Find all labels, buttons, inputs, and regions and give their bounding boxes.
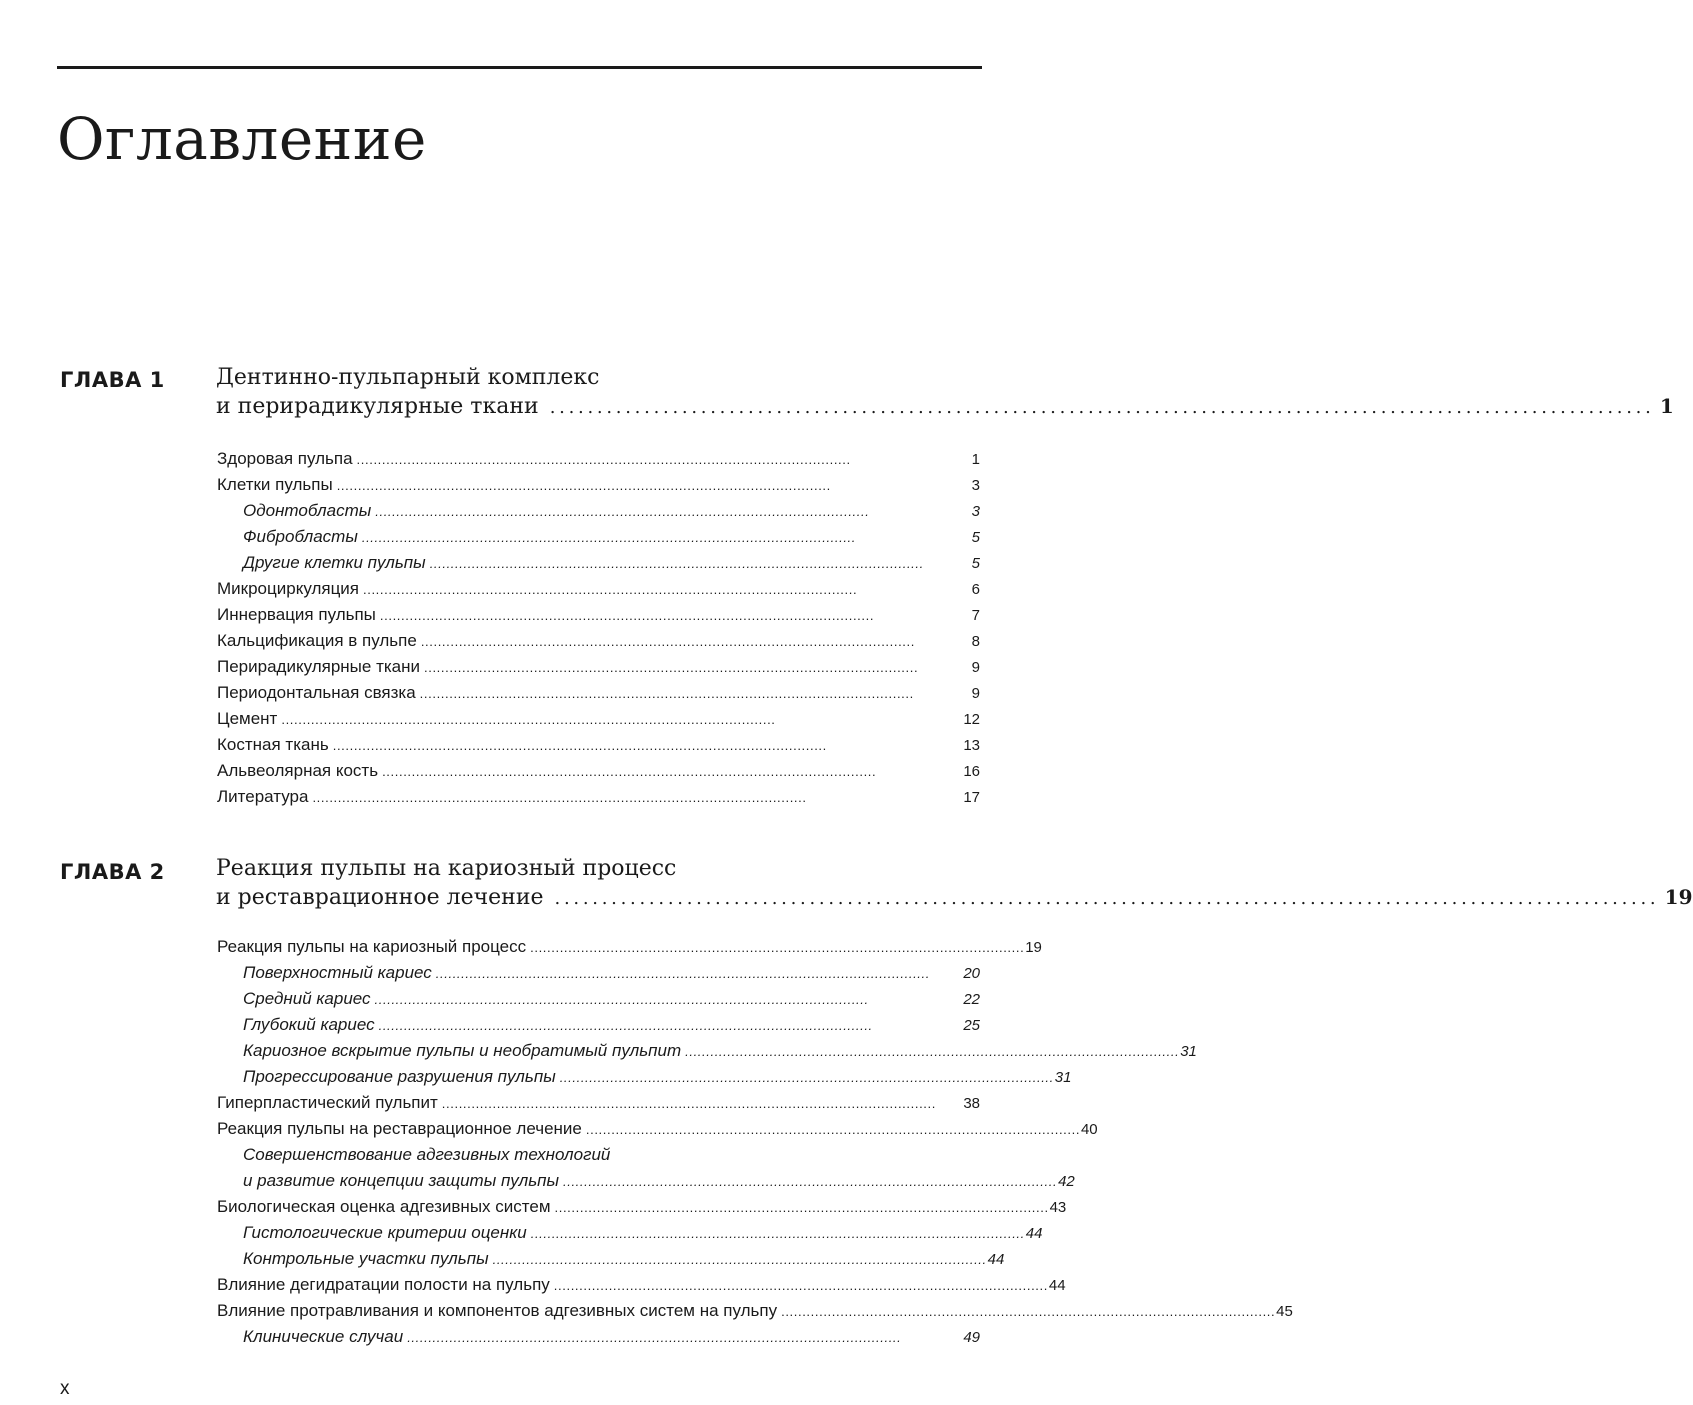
toc-entry[interactable] (217, 1298, 1293, 1324)
toc-entry-page: 31 (1054, 1069, 1072, 1086)
toc-entry-page: 22 (963, 991, 980, 1008)
toc-entry-page: 44 (1025, 1225, 1043, 1242)
chapter-2-entries (217, 934, 1293, 1350)
toc-entry[interactable] (217, 1012, 980, 1038)
chapter-2-title[interactable] (216, 855, 1693, 913)
toc-entry-title: Цемент (217, 709, 278, 728)
toc-entry[interactable] (217, 1142, 1075, 1194)
toc-entry-title: Костная ткань (217, 735, 329, 754)
toc-entry-page: 5 (971, 555, 980, 572)
toc-entry[interactable] (217, 1324, 980, 1350)
toc-entry[interactable] (217, 628, 980, 654)
chapter-1-page: 1 (1659, 394, 1674, 418)
toc-entry-page: 45 (1276, 1303, 1293, 1320)
toc-entry[interactable] (217, 446, 980, 472)
toc-entry-page: 19 (1025, 939, 1042, 956)
toc-entry-title: Периодонтальная связка (217, 683, 416, 702)
toc-entry-title: Поверхностный кариес (243, 963, 432, 982)
dot-leader (531, 1220, 1023, 1247)
toc-entry-page: 1 (971, 451, 980, 468)
toc-entry-page: 20 (963, 965, 980, 982)
chapter-1-title-line1: Дентинно-пульпарный комплекс (216, 365, 600, 390)
dot-leader (442, 1090, 961, 1117)
chapter-1-label: ГЛАВА 1 (60, 368, 165, 392)
page-title: Оглавление (57, 105, 427, 173)
toc-entry[interactable] (217, 680, 980, 706)
dot-leader (312, 784, 960, 811)
toc-entry-title: Совершенствование адгезивных технологий (243, 1145, 611, 1164)
toc-entry[interactable] (217, 1090, 980, 1116)
toc-entry[interactable] (217, 1220, 1043, 1246)
chapter-2-title-line2: и реставрационное лечение (216, 885, 544, 910)
chapter-1-entries (217, 446, 980, 810)
dot-leader (560, 1064, 1052, 1091)
toc-entry-page: 49 (963, 1329, 980, 1346)
top-rule (57, 66, 982, 69)
toc-entry-title: Альвеолярная кость (217, 761, 379, 780)
chapter-2-title-line1: Реакция пульпы на кариозный процесс (216, 856, 677, 881)
toc-entry[interactable] (217, 1194, 1067, 1220)
page-number: x (60, 1378, 70, 1399)
toc-entry-title: Клетки пульпы (217, 475, 333, 494)
chapter-1-title[interactable] (216, 364, 1674, 422)
toc-entry-title: Перирадикулярные ткани (217, 657, 421, 676)
dot-leader (362, 524, 965, 551)
toc-entry-page: 17 (963, 789, 980, 806)
toc-entry-title: Гиперпластический пульпит (217, 1093, 438, 1112)
toc-entry[interactable] (217, 524, 980, 550)
toc-entry-title: Глубокий кариес (243, 1015, 375, 1034)
toc-entry-title: Влияние дегидратации полости на пульпу (217, 1275, 550, 1294)
toc-entry[interactable] (217, 1038, 1197, 1064)
chapter-2-label: ГЛАВА 2 (60, 860, 165, 884)
toc-entry[interactable] (217, 1064, 1072, 1090)
toc-entry-page: 25 (963, 1017, 980, 1034)
dot-leader (380, 602, 965, 629)
toc-entry[interactable] (217, 498, 980, 524)
dot-leader (781, 1298, 1273, 1325)
toc-entry-title: Фибробласты (243, 527, 358, 546)
toc-entry[interactable] (217, 784, 980, 810)
toc-entry[interactable] (217, 472, 980, 498)
toc-entry-title: Прогрессирование разрушения пульпы (243, 1067, 556, 1086)
dot-leader (424, 654, 965, 681)
dot-leader (379, 1012, 961, 1039)
toc-entry[interactable] (217, 576, 980, 602)
toc-entry[interactable] (217, 602, 980, 628)
toc-entry[interactable] (217, 1116, 1098, 1142)
toc-entry[interactable] (217, 1246, 1005, 1272)
dot-leader (281, 706, 960, 733)
toc-entry-page: 6 (971, 581, 980, 598)
toc-entry[interactable] (217, 986, 980, 1012)
toc-entry-page: 40 (1080, 1121, 1098, 1138)
toc-entry-title: Гистологические критерии оценки (243, 1223, 527, 1242)
dot-leader (550, 394, 1650, 419)
toc-entry-page: 8 (971, 633, 980, 650)
chapter-1-title-line2: и перирадикулярные ткани (216, 394, 539, 419)
dot-leader (493, 1246, 985, 1273)
toc-entry-page: 16 (963, 763, 980, 780)
dot-leader (685, 1038, 1177, 1065)
dot-leader (382, 758, 960, 785)
toc-entry-title: Биологическая оценка адгезивных систем (217, 1197, 551, 1216)
toc-entry-title: Контрольные участки пульпы (243, 1249, 489, 1268)
dot-leader (421, 628, 965, 655)
dot-leader (563, 1168, 1055, 1195)
toc-entry[interactable] (217, 758, 980, 784)
toc-entry-page: 5 (971, 529, 980, 546)
toc-entry[interactable] (217, 934, 1042, 960)
toc-entry-title: Реакция пульпы на реставрационное лечение (217, 1119, 582, 1138)
toc-entry-title: Иннервация пульпы (217, 605, 376, 624)
toc-entry-title: Кальцификация в пульпе (217, 631, 417, 650)
dot-leader (337, 472, 965, 499)
toc-entry-title: Кариозное вскрытие пульпы и необратимый пульпит (243, 1041, 682, 1060)
toc-entry-page: 13 (963, 737, 980, 754)
toc-entry-page: 44 (1048, 1277, 1066, 1294)
toc-entry-title: Средний кариес (243, 989, 371, 1008)
toc-entry-title: Микроциркуляция (217, 579, 360, 598)
toc-entry-page: 9 (971, 685, 980, 702)
dot-leader (407, 1324, 960, 1351)
toc-entry[interactable] (217, 960, 980, 986)
toc-entry-title: Одонтобласты (243, 501, 372, 520)
dot-leader (333, 732, 961, 759)
toc-entry-title: Литература (217, 787, 309, 806)
toc-entry-page: 7 (971, 607, 980, 624)
toc-entry-page: 3 (971, 503, 980, 520)
chapter-2-page: 19 (1664, 885, 1693, 909)
toc-entry-page: 12 (963, 711, 980, 728)
dot-leader (555, 885, 1655, 910)
toc-entry-title: Здоровая пульпа (217, 449, 353, 468)
dot-leader (554, 1272, 1046, 1299)
toc-entry-title: Другие клетки пульпы (243, 553, 426, 572)
toc-entry[interactable] (217, 654, 980, 680)
toc-entry[interactable] (217, 550, 980, 576)
toc-entry[interactable] (217, 732, 980, 758)
toc-entry-page: 9 (971, 659, 980, 676)
toc-entry-page: 42 (1058, 1173, 1075, 1190)
dot-leader (420, 680, 965, 707)
dot-leader (357, 446, 965, 473)
toc-entry[interactable] (217, 1272, 1066, 1298)
dot-leader (363, 576, 965, 603)
toc-entry-title: Клинические случаи (243, 1327, 404, 1346)
dot-leader (436, 960, 961, 987)
dot-leader (586, 1116, 1078, 1143)
toc-entry-page: 31 (1180, 1043, 1197, 1060)
dot-leader (375, 498, 965, 525)
dot-leader (555, 1194, 1047, 1221)
toc-entry-page: 3 (971, 477, 980, 494)
dot-leader (375, 986, 961, 1013)
toc-entry-page: 38 (963, 1095, 980, 1112)
toc-entry-title: Влияние протравливания и компонентов адгезивных систем на пульпу (217, 1301, 778, 1320)
toc-entry-title: Реакция пульпы на кариозный процесс (217, 937, 527, 956)
dot-leader (430, 550, 965, 577)
toc-entry-page: 43 (1049, 1199, 1067, 1216)
toc-entry-page: 44 (987, 1251, 1005, 1268)
dot-leader (530, 934, 1022, 961)
toc-entry[interactable] (217, 706, 980, 732)
toc-entry-title-cont: и развитие концепции защиты пульпы (243, 1171, 559, 1190)
